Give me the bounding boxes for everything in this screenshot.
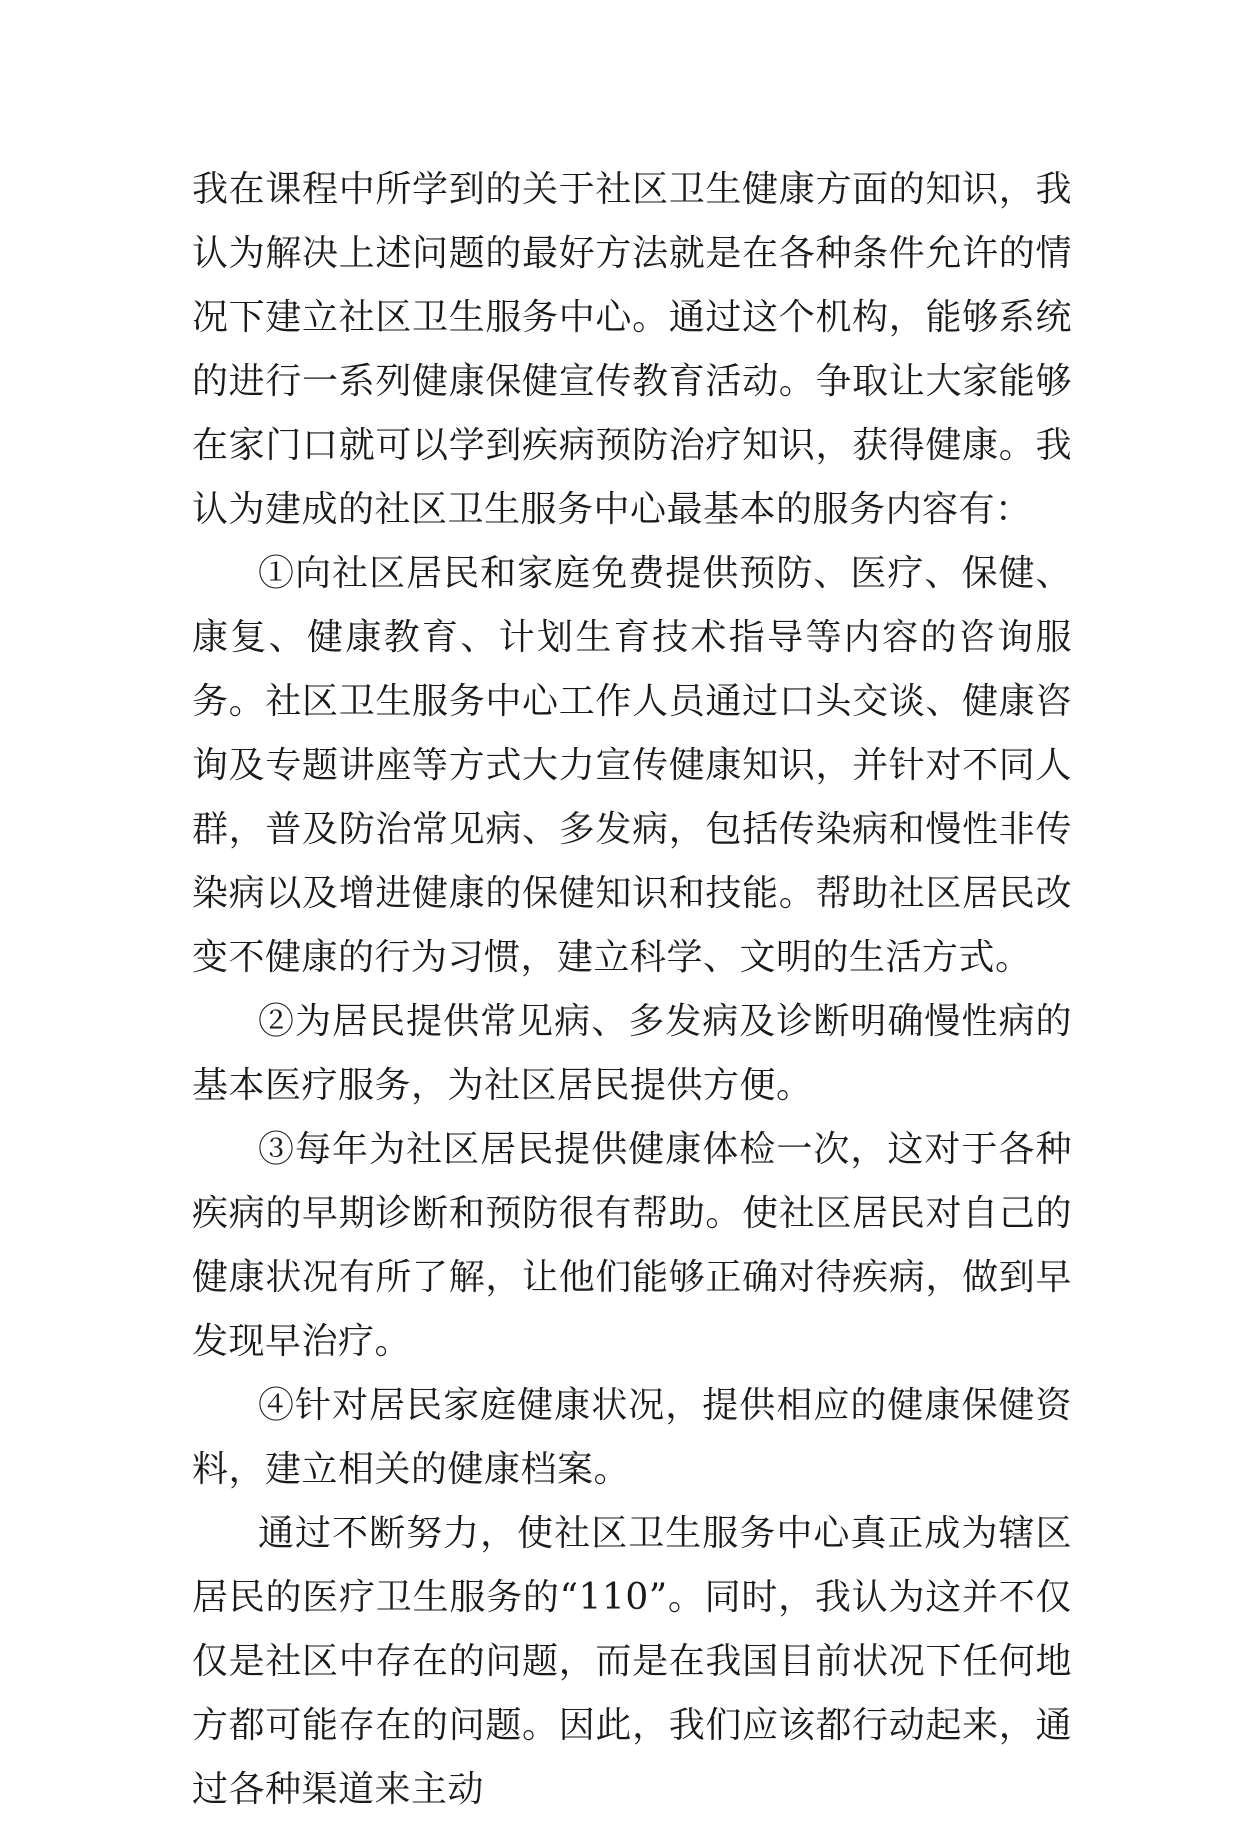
paragraph-item-1: ①向社区居民和家庭免费提供预防、医疗、保健、康复、健康教育、计划生育技术指导等内容的咨询服务。社区卫生服务中心工作人员通过口头交谈、健康咨询及专题讲座等方式大力宣传健康知识，并针对不同人群，普及防治常见病、多发病，包括传染病和慢性非传染病以及增进健康的保健知识和技能。帮助社区居民改变不健康的行为习惯，建立科学、文明的生活方式。 (192, 553, 1072, 978)
paragraph-item-3: ③每年为社区居民提供健康体检一次，这对于各种疾病的早期诊断和预防很有帮助。使社区居民对自己的健康状况有所了解，让他们能够正确对待疾病，做到早发现早治疗。 (192, 1129, 1072, 1362)
paragraph-item-4: ④针对居民家庭健康状况，提供相应的健康保健资料，建立相关的健康档案。 (192, 1385, 1072, 1490)
paragraph-conclusion: 通过不断努力，使社区卫生服务中心真正成为辖区居民的医疗卫生服务的“110”。同时，我认为这并不仅仅是社区中存在的问题，而是在我国目前状况下任何地方都可能存在的问题。因此，我们应该都行动起来，通过各种渠道来主动 (192, 1513, 1072, 1810)
paragraph-intro: 我在课程中所学到的关于社区卫生健康方面的知识，我认为解决上述问题的最好方法就是在各种条件允许的情况下建立社区卫生服务中心。通过这个机构，能够系统的进行一系列健康保健宣传教育活动。争取让大家能够在家门口就可以学到疾病预防治疗知识，获得健康。我认为建成的社区卫生服务中心最基本的服务内容有： (192, 169, 1072, 530)
document-body (192, 158, 1072, 1822)
paragraph-item-2: ②为居民提供常见病、多发病及诊断明确慢性病的基本医疗服务，为社区居民提供方便。 (192, 1001, 1072, 1106)
